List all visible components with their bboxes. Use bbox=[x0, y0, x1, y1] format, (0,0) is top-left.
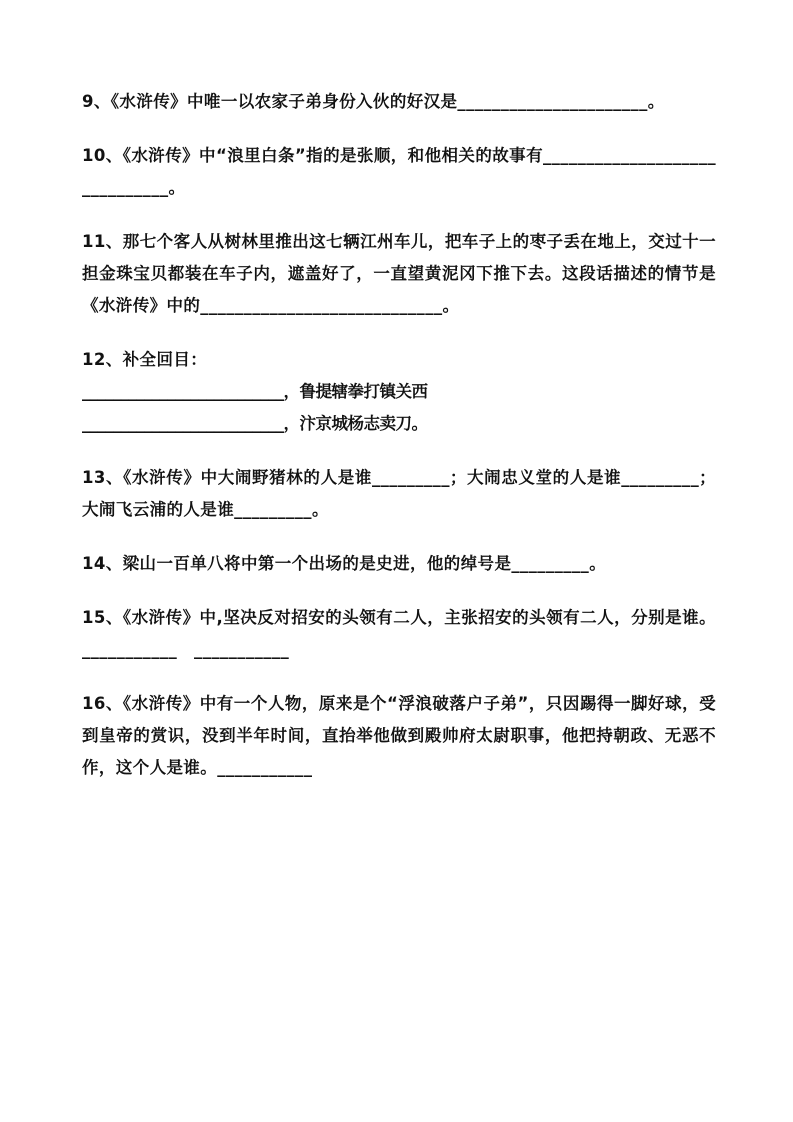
question-10: 10、《水浒传》中“浪里白条”指的是张顺，和他相关的故事有______________________________。 bbox=[82, 146, 716, 197]
question-14: 14、梁山一百单八将中第一个出场的是史进，他的绰号是_________。 bbox=[82, 554, 607, 573]
question-12 bbox=[82, 344, 716, 440]
question-12-line-2: __________________________，汴京城杨志卖刀。 bbox=[82, 414, 428, 433]
question-15: 15、《水浒传》中,坚决反对招安的头领有二人，主张招安的头领有二人，分别是谁。___________ ___________ bbox=[82, 608, 716, 659]
question-13: 13、《水浒传》中大闹野猪林的人是谁_________；大闹忠义堂的人是谁_________；大闹飞云浦的人是谁_________。 bbox=[82, 468, 716, 519]
question-12-line-1: __________________________，鲁提辖拳打镇关西 bbox=[82, 382, 428, 401]
document-body bbox=[82, 86, 716, 784]
question-16: 16、《水浒传》中有一个人物，原来是个“浮浪破落户子弟”，只因踢得一脚好球，受到皇帝的赏识，没到半年时间，直抬举他做到殿帅府太尉职事，他把持朝政、无恶不作，这个人是谁。___________ bbox=[82, 694, 716, 777]
question-9: 9、《水浒传》中唯一以农家子弟身份入伙的好汉是______________________。 bbox=[82, 92, 665, 111]
question-12-prompt: 12、补全回目： bbox=[82, 350, 208, 369]
question-11: 11、那七个客人从树林里推出这七辆江州车儿，把车子上的枣子丢在地上，交过十一担金珠宝贝都装在车子内，遮盖好了，一直望黄泥冈下推下去。这段话描述的情节是《水浒传》中的____________________________。 bbox=[82, 232, 716, 315]
